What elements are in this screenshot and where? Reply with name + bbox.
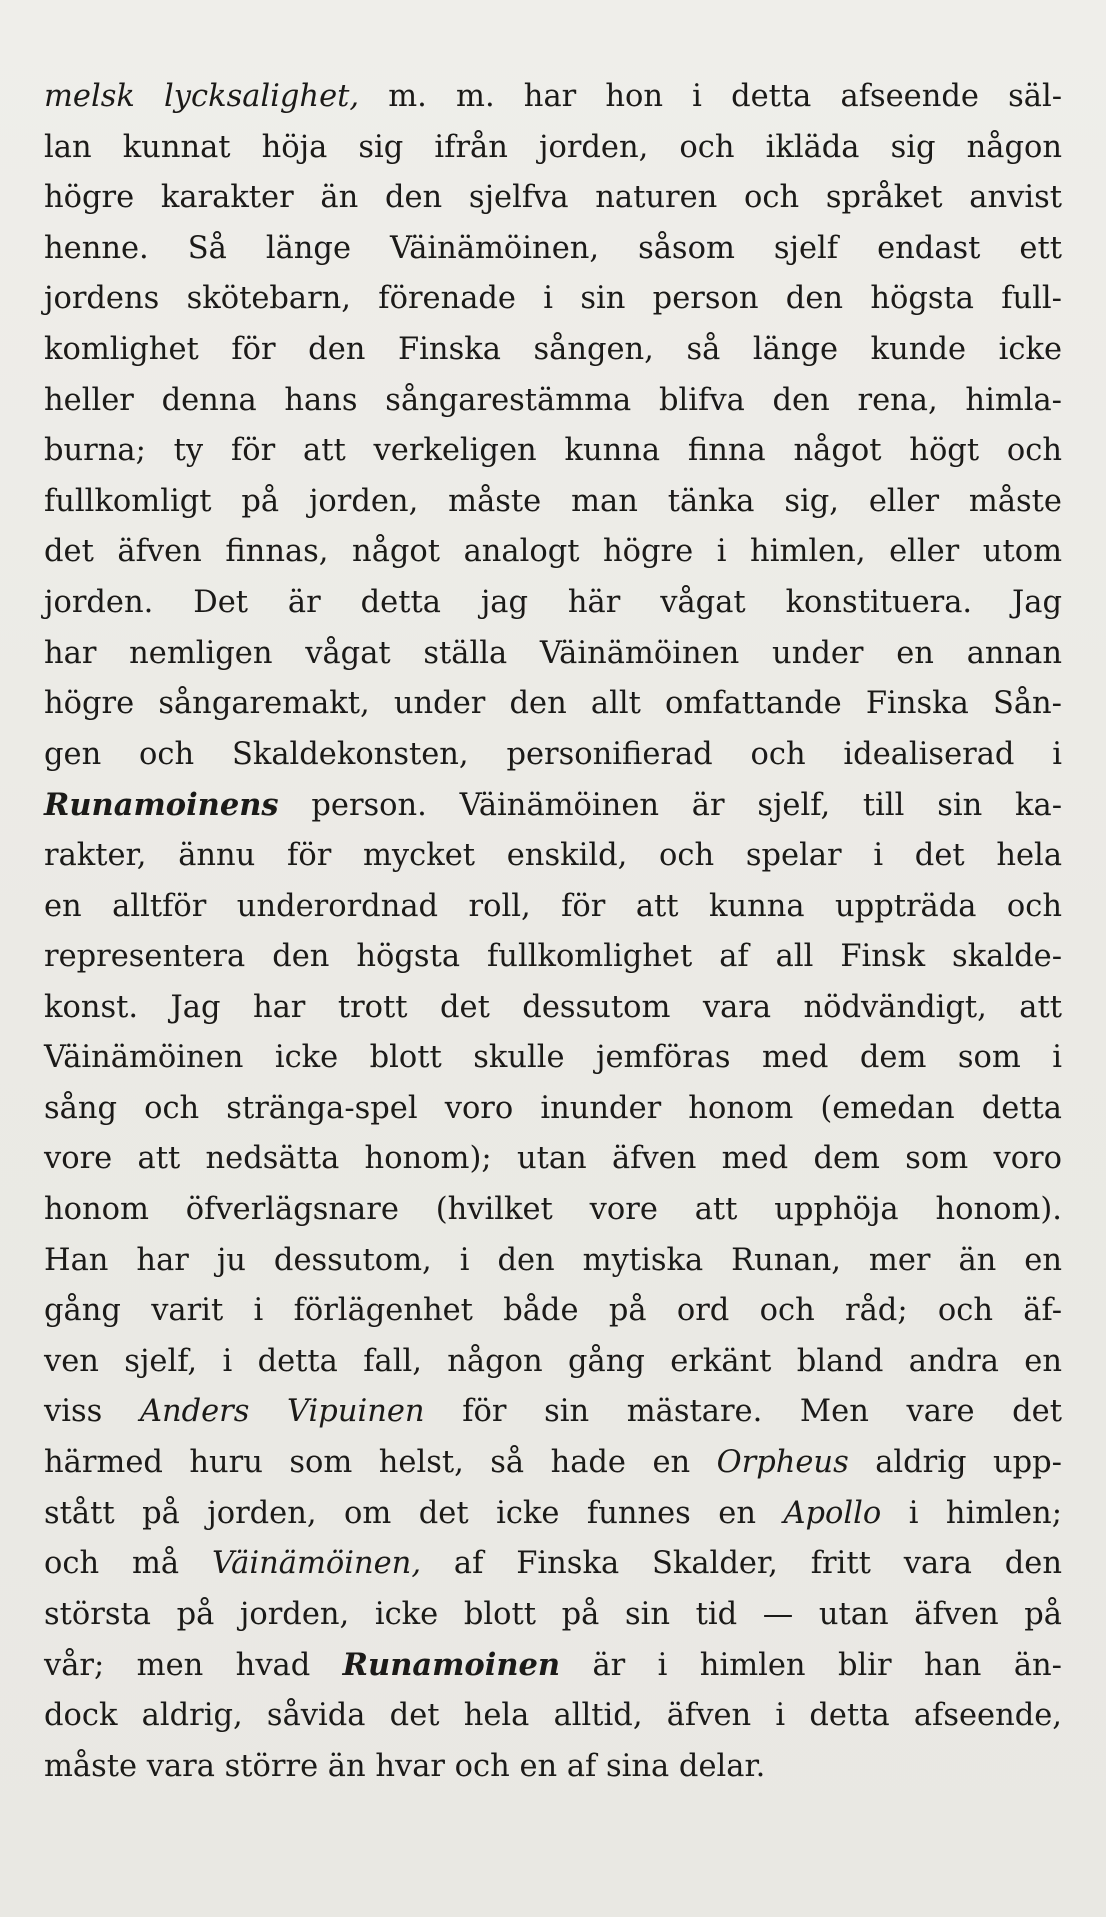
text-segment: jorden. Det är detta jag här vågat konstituera. Jag — [44, 584, 1062, 620]
text-segment: jordens skötebarn, förenade i sin person den högsta full- — [44, 281, 1062, 317]
text-segment: ven sjelf, i detta fall, någon gång erkänt bland andra en — [44, 1343, 1062, 1379]
text-line — [44, 1438, 1062, 1489]
text-line — [44, 1337, 1062, 1388]
text-line — [44, 1489, 1062, 1540]
text-segment: person. Väinämöinen är sjelf, till sin ka- — [278, 788, 1062, 824]
text-segment: viss — [44, 1394, 140, 1430]
text-line — [44, 730, 1062, 781]
text-line — [44, 173, 1062, 224]
text-segment: henne. Så länge Väinämöinen, såsom sjelf endast ett — [44, 230, 1062, 266]
text-line — [44, 1590, 1062, 1641]
text-line — [44, 1185, 1062, 1236]
text-line — [44, 780, 1062, 831]
text-line — [44, 376, 1062, 427]
text-segment: komlighet för den Finska sången, så länge kunde icke — [44, 331, 1062, 367]
text-segment: fullkomligt på jorden, måste man tänka sig, eller måste — [44, 483, 1062, 519]
text-segment: rakter, ännu för mycket enskild, och spelar i det hela — [44, 837, 1062, 873]
text-segment: det äfven finnas, något analogt högre i himlen, eller utom — [44, 534, 1062, 570]
text-segment: är i himlen blir han än- — [560, 1648, 1062, 1684]
emphasized-text: Orpheus — [716, 1445, 849, 1481]
text-segment: vore att nedsätta honom); utan äfven med dem som voro — [44, 1141, 1062, 1177]
emphasized-text: melsk lycksalighet, — [44, 79, 360, 114]
text-line — [44, 274, 1062, 325]
emphasized-text: Anders Vipuinen — [139, 1394, 425, 1430]
text-line — [44, 1387, 1062, 1438]
text-line — [44, 72, 1062, 123]
emphasized-text: Väinämöinen, — [211, 1546, 422, 1582]
text-line — [44, 1691, 1062, 1742]
text-segment: vår; men hvad — [44, 1648, 343, 1684]
text-line — [44, 1742, 1062, 1793]
text-line — [44, 1033, 1062, 1084]
text-line — [44, 983, 1062, 1034]
text-segment: burna; ty för att verkeligen kunna finna något högt och — [44, 433, 1062, 469]
text-segment: härmed huru som helst, så hade en — [44, 1445, 717, 1481]
text-segment: Väinämöinen icke blott skulle jemföras med dem som i — [44, 1040, 1062, 1076]
text-segment: heller denna hans sångarestämma blifva den rena, himla- — [44, 382, 1062, 418]
text-segment: högre sångaremakt, under den allt omfattande Finska Sån- — [44, 686, 1062, 722]
emphasized-text: Runamoinen — [342, 1647, 561, 1684]
emphasized-text: Runamoinens — [44, 787, 279, 824]
text-line — [44, 1286, 1062, 1337]
text-segment: högre karakter än den sjelfva naturen och språket anvist — [44, 180, 1062, 216]
text-line — [44, 831, 1062, 882]
text-segment: dock aldrig, såvida det hela alltid, äfven i detta afseende, — [44, 1698, 1062, 1733]
text-line — [44, 1539, 1062, 1590]
text-segment: Han har ju dessutom, i den mytiska Runan, mer än en — [44, 1242, 1062, 1278]
text-segment: lan kunnat höja sig ifrån jorden, och ikläda sig någon — [44, 129, 1062, 165]
text-line — [44, 629, 1062, 680]
text-segment: gång varit i förlägenhet både på ord och råd; och äf- — [44, 1293, 1062, 1329]
text-line — [44, 932, 1062, 983]
text-segment: för sin mästare. Men vare det — [424, 1394, 1062, 1430]
page-text-block — [44, 72, 1062, 1792]
text-line — [44, 527, 1062, 578]
text-line — [44, 1084, 1062, 1135]
text-line — [44, 1640, 1062, 1691]
text-segment: och må — [44, 1546, 212, 1582]
text-line — [44, 1236, 1062, 1287]
text-segment: honom öfverlägsnare (hvilket vore att upphöja honom). — [44, 1192, 1062, 1228]
text-segment: måste vara större än hvar och en af sina delar. — [44, 1748, 766, 1784]
text-segment: har nemligen vågat ställa Väinämöinen under en annan — [44, 635, 1062, 671]
text-line — [44, 224, 1062, 275]
emphasized-text: Apollo — [783, 1495, 882, 1531]
text-segment: gen och Skaldekonsten, personifierad och idealiserad i — [44, 736, 1062, 772]
text-segment: af Finska Skalder, fritt vara den — [421, 1546, 1062, 1582]
text-segment: i himlen; — [881, 1495, 1062, 1531]
text-line — [44, 882, 1062, 933]
text-segment: representera den högsta fullkomlighet af all Finsk skalde- — [44, 939, 1062, 975]
text-line — [44, 578, 1062, 629]
text-segment: största på jorden, icke blott på sin tid — utan äfven på — [44, 1596, 1062, 1632]
text-segment: stått på jorden, om det icke funnes en — [44, 1495, 784, 1531]
text-segment: sång och stränga-spel voro inunder honom (emedan detta — [44, 1090, 1062, 1126]
text-line — [44, 1134, 1062, 1185]
text-line — [44, 477, 1062, 528]
text-line — [44, 426, 1062, 477]
text-segment: en alltför underordnad roll, för att kunna uppträda och — [44, 888, 1062, 924]
text-line — [44, 123, 1062, 174]
text-segment: konst. Jag har trott det dessutom vara nödvändigt, att — [44, 989, 1062, 1025]
text-segment: m. m. har hon i detta afseende säl- — [359, 79, 1063, 114]
text-segment: aldrig upp- — [848, 1445, 1062, 1481]
text-line — [44, 325, 1062, 376]
text-line — [44, 679, 1062, 730]
